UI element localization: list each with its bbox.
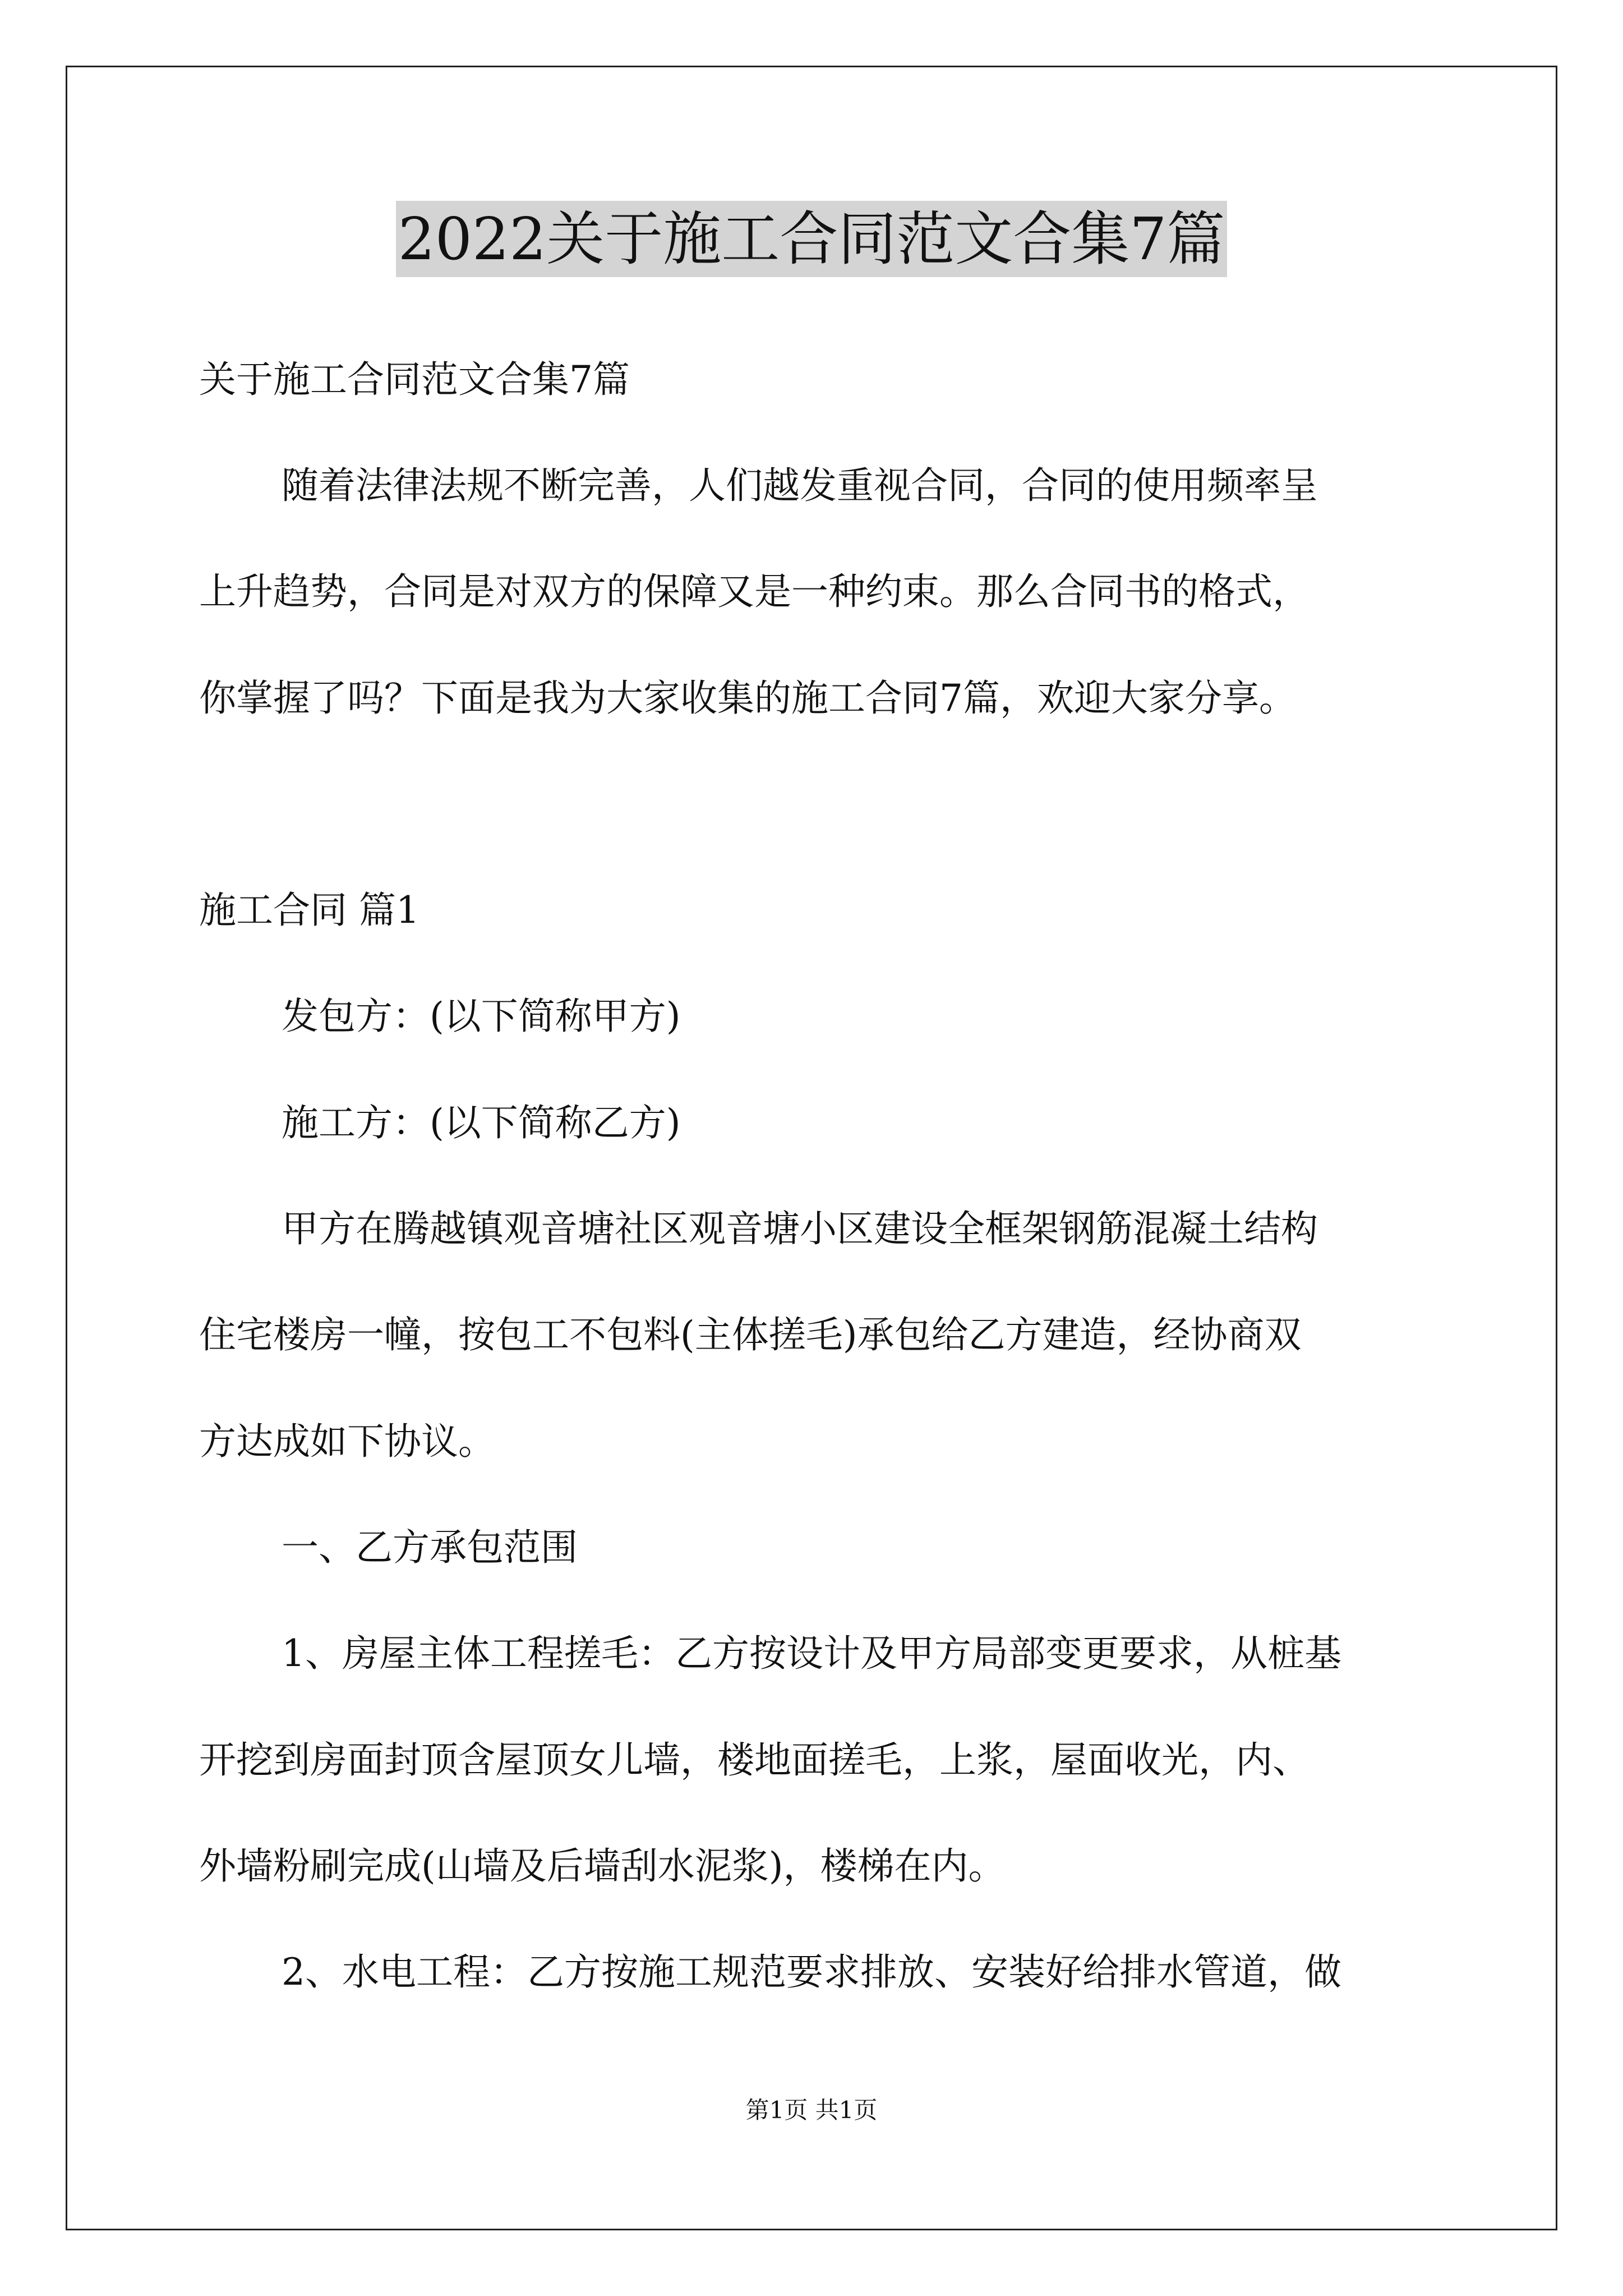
document-title: [0, 201, 1623, 277]
party-a-line: 发包方：(以下简称甲方): [282, 995, 681, 1038]
clause-1-line-3: 外墙粉刷完成(山墙及后墙刮水泥浆)，楼梯在内。: [199, 1844, 1006, 1888]
paragraph-line-3: 方达成如下协议。: [199, 1420, 495, 1463]
paragraph-line-2: 住宅楼房一幢，按包工不包料(主体搓毛)承包给乙方建造，经协商双: [199, 1313, 1302, 1356]
section-heading: 施工合同 篇1: [199, 889, 419, 932]
page-footer: 第1页 共1页: [745, 2096, 878, 2124]
intro-line-1: 随着法律法规不断完善，人们越发重视合同，合同的使用频率呈: [282, 464, 1318, 507]
subtitle-line: 关于施工合同范文合集7篇: [199, 358, 630, 401]
intro-line-3: 你掌握了吗？下面是我为大家收集的施工合同7篇，欢迎大家分享。: [199, 677, 1296, 720]
clause-1-line-1: 1、房屋主体工程搓毛：乙方按设计及甲方局部变更要求，从桩基: [282, 1632, 1341, 1675]
clause-2-line-1: 2、水电工程：乙方按施工规范要求排放、安装好给排水管道，做: [282, 1950, 1341, 1994]
document-title-text: 2022关于施工合同范文合集7篇: [396, 201, 1228, 277]
clause-1-line-2: 开挖到房面封顶含屋顶女儿墙，楼地面搓毛，上浆，屋面收光，内、: [199, 1738, 1310, 1782]
party-b-line: 施工方：(以下简称乙方): [282, 1101, 681, 1144]
clause-heading: 一、乙方承包范围: [282, 1526, 578, 1569]
paragraph-line-1: 甲方在腾越镇观音塘社区观音塘小区建设全框架钢筋混凝土结构: [282, 1207, 1318, 1250]
intro-line-2: 上升趋势，合同是对双方的保障又是一种约束。那么合同书的格式，: [199, 570, 1310, 613]
